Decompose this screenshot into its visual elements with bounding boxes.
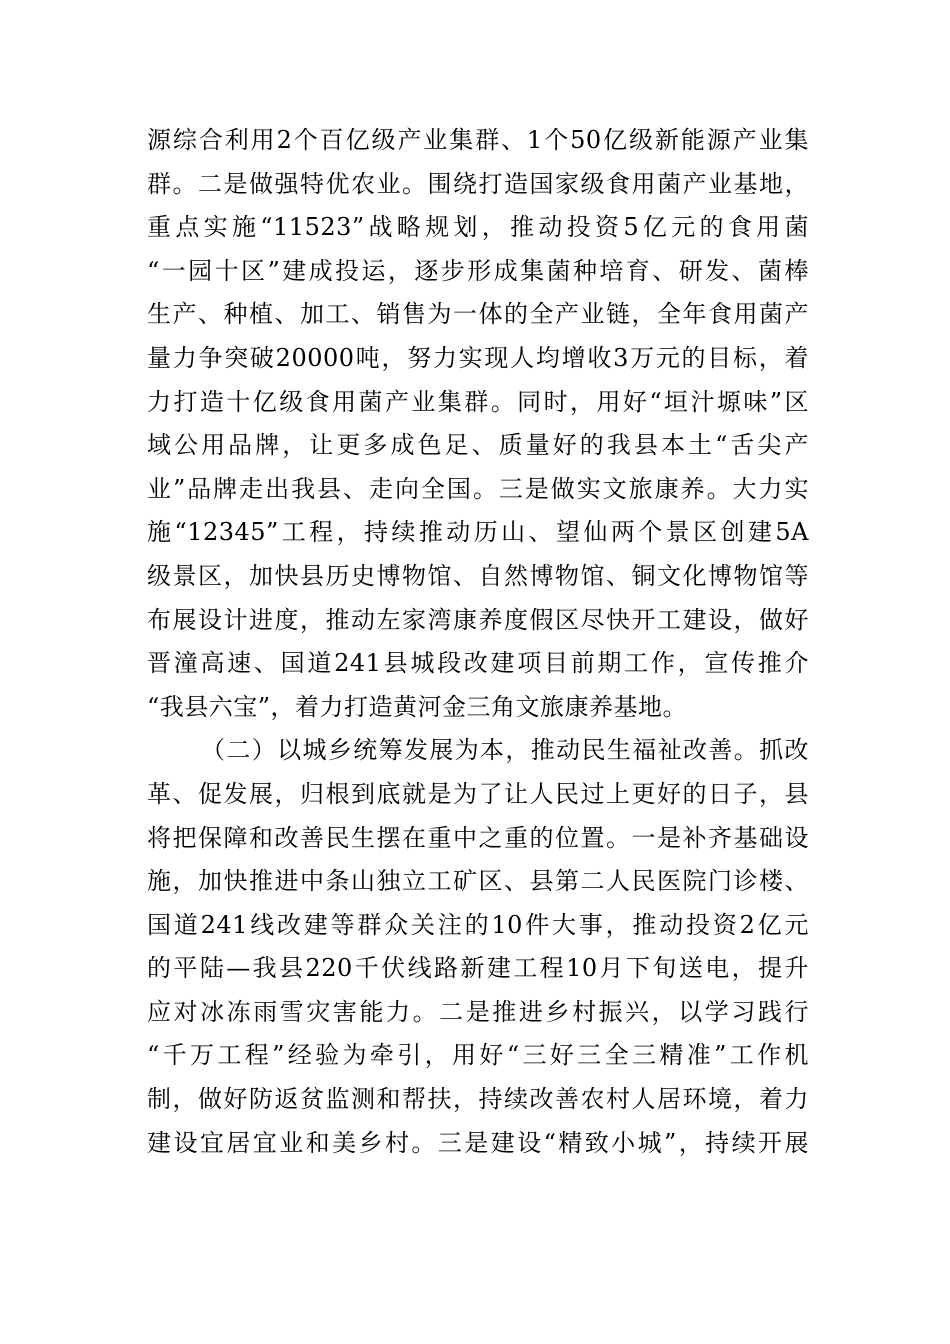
- text-line: 制，做好防返贫监测和帮扶，持续改善农村人居环境，着力: [147, 1085, 809, 1114]
- body-text: [147, 119, 809, 1165]
- text-line: 应对冰冻雨雪灾害能力。二是推进乡村振兴，以学习践行: [147, 997, 809, 1026]
- text-line: 力打造十亿级食用菌产业集群。同时，用好“垣汁塬味”区: [147, 387, 809, 416]
- text-line: 将把保障和改善民生摆在重中之重的位置。一是补齐基础设: [147, 823, 809, 852]
- text-line: 革、促发展，归根到底就是为了让人民过上更好的日子，县: [147, 779, 809, 808]
- section-heading-line: （二）以城乡统筹发展为本，推动民生福祉改善。抓改: [201, 736, 809, 765]
- text-line: 国道241线改建等群众关注的10件大事，推动投资2亿元: [147, 910, 809, 939]
- text-line: “一园十区”建成投运，逐步形成集菌种培育、研发、菌棒: [147, 256, 809, 285]
- text-line: 域公用品牌，让更多成色足、质量好的我县本土“舌尖产: [147, 431, 809, 460]
- text-line: 重点实施“11523”战略规划，推动投资5亿元的食用菌: [147, 213, 809, 242]
- text-line: 生产、种植、加工、销售为一体的全产业链，全年食用菌产: [147, 300, 809, 329]
- text-line: 施“12345”工程，持续推动历山、望仙两个景区创建5A: [147, 518, 809, 547]
- text-line: 源综合利用2个百亿级产业集群、1个50亿级新能源产业集: [147, 126, 809, 154]
- text-line: “千万工程”经验为牵引，用好“三好三全三精准”工作机: [147, 1041, 809, 1070]
- text-line: 施，加快推进中条山独立工矿区、县第二人民医院门诊楼、: [147, 867, 809, 896]
- text-line: 量力争突破20000吨，努力实现人均增收3万元的目标，着: [147, 343, 809, 372]
- text-line: 布展设计进度，推动左家湾康养度假区尽快开工建设，做好: [147, 605, 809, 634]
- text-line: 的平陆—我县220千伏线路新建工程10月下旬送电，提升: [147, 954, 809, 983]
- text-line: 群。二是做强特优农业。围绕打造国家级食用菌产业基地，: [147, 169, 809, 198]
- text-line: 晋潼高速、国道241县城段改建项目前期工作，宣传推介: [147, 649, 809, 678]
- text-line: 业”品牌走出我县、走向全国。三是做实文旅康养。大力实: [147, 474, 809, 503]
- text-line: 级景区，加快县历史博物馆、自然博物馆、铜文化博物馆等: [147, 561, 809, 590]
- text-line: “我县六宝”，着力打造黄河金三角文旅康养基地。: [147, 692, 688, 721]
- text-line: 建设宜居宜业和美乡村。三是建设“精致小城”，持续开展: [147, 1128, 809, 1157]
